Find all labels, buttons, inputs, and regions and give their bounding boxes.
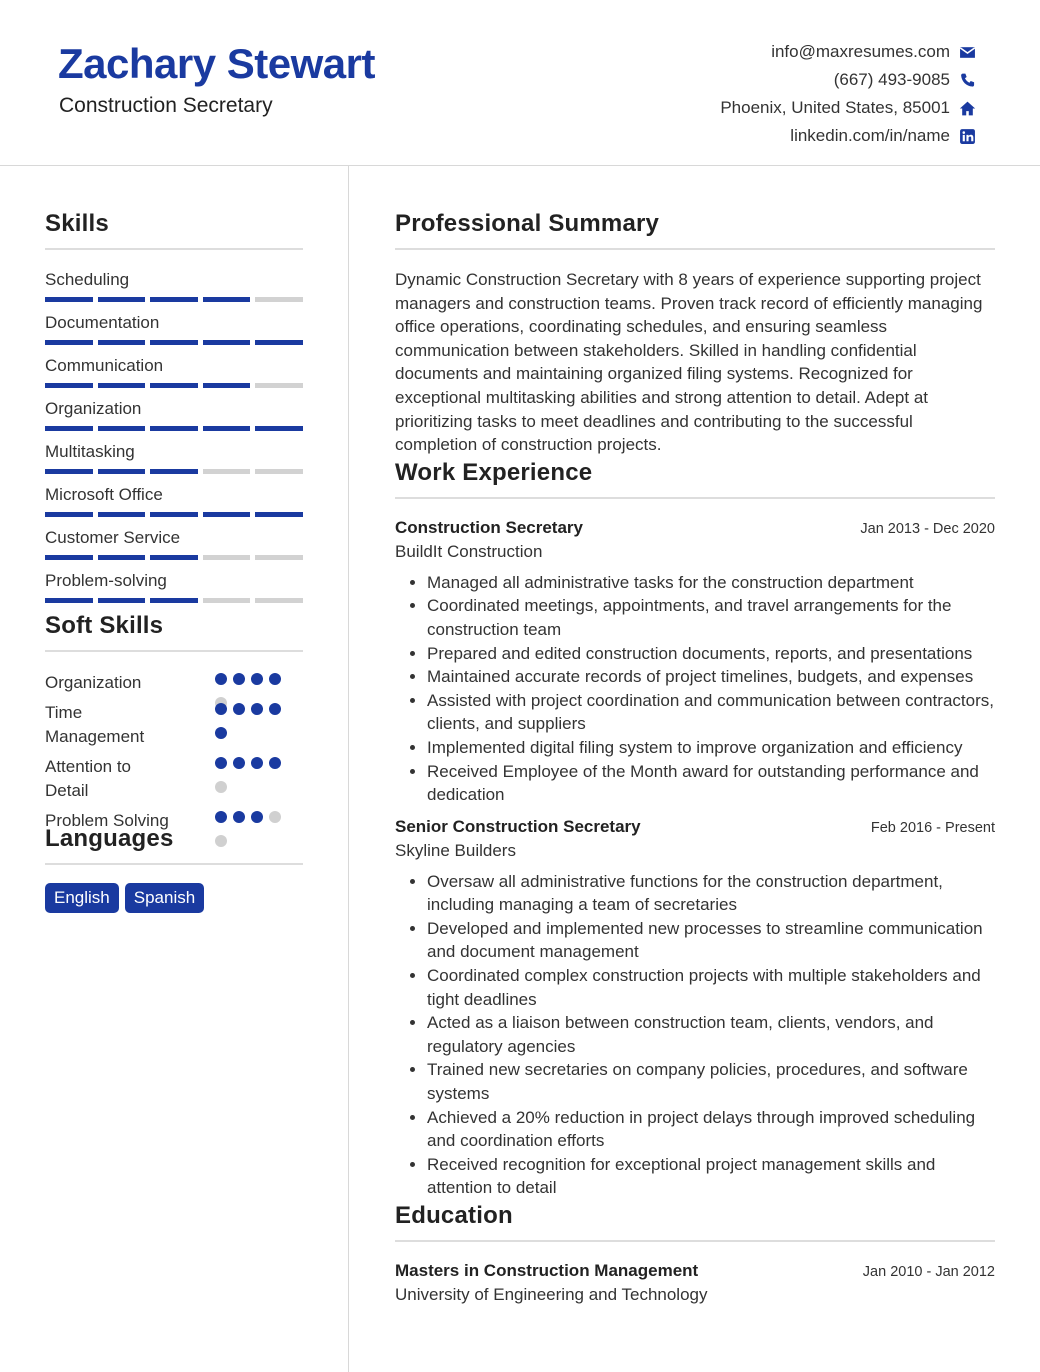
skill-level-bar [45,383,303,388]
education-entry [395,1261,995,1305]
skill-level-bar [45,340,303,345]
skill-level-segment [255,598,303,603]
school-name: University of Engineering and Technology [395,1285,708,1304]
rating-dot [269,673,281,685]
rating-dot [233,811,245,823]
soft-skill-name: Organization [45,673,142,692]
skill-level-segment [45,340,93,345]
job-bullet: • Achieved a 20% reduction in project delays through improved scheduling and coordination efforts [427,1106,995,1153]
skill-level-segment [203,469,251,474]
skill-level-segment [255,512,303,517]
soft-skills-heading: Soft Skills [45,612,303,652]
language-tag: English [45,883,119,913]
soft-skill-rating [215,811,287,859]
contact-location [720,94,976,122]
skill-level-segment [98,383,146,388]
summary-heading: Professional Summary [395,210,995,250]
skill-level-segment [45,469,93,474]
skill-name: Organization [45,399,142,418]
skill-level-segment [203,426,251,431]
degree-title: Masters in Construction Management [395,1261,699,1280]
skill-level-bar [45,598,303,603]
job-bullets [395,870,995,1200]
skill-level-segment [45,555,93,560]
skill-level-bar [45,297,303,302]
contact-linkedin[interactable] [720,122,976,150]
rating-dot [215,835,227,847]
skill-level-segment [150,426,198,431]
skill-level-segment [98,297,146,302]
education-dates: Jan 2010 - Jan 2012 [862,1264,995,1280]
home-icon [958,99,976,117]
soft-skill-name: Time Management [45,703,145,746]
skill-name: Communication [45,356,164,375]
job-bullet: • Received Employee of the Month award for outstanding performance and dedication [427,760,995,807]
rating-dot [269,757,281,769]
job-company: Skyline Builders [395,840,516,860]
rating-dot [269,811,281,823]
skill-level-segment [150,297,198,302]
skill-level-segment [98,512,146,517]
column-divider [348,166,349,1372]
job-bullet: • Maintained accurate records of project timelines, budgets, and expenses [427,665,995,689]
rating-dot [251,673,263,685]
job-bullet: • Acted as a liaison between construction team, clients, vendors, and regulatory agencies [427,1011,995,1058]
job-bullets [395,571,995,807]
skill-level-segment [255,383,303,388]
contact-email-text[interactable]: info@maxresumes.com [771,42,950,61]
right-column [395,210,995,1305]
skill-level-segment [255,340,303,345]
rating-dot [233,703,245,715]
skill-level-segment [203,383,251,388]
rating-dot [215,727,227,739]
job-bullet: • Developed and implemented new processes to streamline communication and document management [427,917,995,964]
skill-level-segment [203,555,251,560]
contact-phone[interactable] [720,66,976,94]
job-dates: Feb 2016 - Present [870,819,995,836]
job-title: Senior Construction Secretary [395,816,641,836]
contact-email[interactable] [720,38,976,66]
skill-name: Microsoft Office [45,485,163,504]
skill-item [45,569,303,603]
job-bullet: • Oversaw all administrative functions for the construction department, including managing a team of secretaries [427,870,995,917]
job-entry [395,817,995,1200]
skill-item [45,311,303,345]
skill-item [45,268,303,302]
skill-level-bar [45,512,303,517]
job-bullet: • Coordinated complex construction projects with multiple stakeholders and tight deadlines [427,964,995,1011]
skill-name: Problem-solving [45,571,167,590]
skill-level-segment [255,297,303,302]
rating-dot [215,703,227,715]
soft-skill-item [45,701,303,749]
job-bullet: • Received recognition for exceptional project management skills and attention to detail [427,1153,995,1200]
resume-header [0,0,1040,166]
skill-level-segment [203,297,251,302]
job-bullet: • Implemented digital filing system to improve organization and efficiency [427,736,995,760]
candidate-title: Construction Secretary [59,94,273,117]
phone-icon [958,71,976,89]
job-bullet: • Prepared and edited construction documents, reports, and presentations [427,642,995,666]
experience-heading: Work Experience [395,459,995,499]
skill-level-segment [45,512,93,517]
soft-skill-item [45,809,303,833]
skill-item [45,397,303,431]
skill-item [45,526,303,560]
skill-level-segment [203,340,251,345]
skill-level-segment [255,426,303,431]
job-title: Construction Secretary [395,517,583,537]
skill-level-segment [45,383,93,388]
candidate-name: Zachary Stewart [58,40,375,87]
skill-item [45,354,303,388]
education-heading: Education [395,1202,995,1242]
skill-level-segment [150,512,198,517]
soft-skill-item [45,671,303,695]
soft-skill-name: Problem Solving [45,811,169,830]
job-bullet: • Assisted with project coordination and communication between contractors, clients, and suppliers [427,689,995,736]
skill-level-segment [150,469,198,474]
soft-skill-name: Attention to Detail [45,757,132,800]
skill-level-segment [45,297,93,302]
skill-item [45,440,303,474]
skill-item [45,483,303,517]
rating-dot [215,673,227,685]
skills-heading: Skills [45,210,303,250]
job-company: BuildIt Construction [395,541,543,561]
skills-list [45,268,303,603]
contact-location-text: Phoenix, United States, 85001 [720,98,950,117]
rating-dot [215,811,227,823]
soft-skills-list [45,671,303,833]
skill-level-bar [45,426,303,431]
job-bullet: • Coordinated meetings, appointments, and travel arrangements for the construction team [427,594,995,641]
soft-skill-rating [215,703,287,751]
contact-linkedin-text[interactable]: linkedin.com/in/name [790,126,950,145]
contact-phone-text[interactable]: (667) 493-9085 [833,70,950,89]
skill-name: Customer Service [45,528,181,547]
skill-level-segment [45,598,93,603]
language-tag: Spanish [125,883,204,913]
skill-level-segment [203,598,251,603]
rating-dot [251,703,263,715]
skill-level-bar [45,469,303,474]
skill-name: Documentation [45,313,160,332]
linkedin-icon [958,127,976,145]
skill-level-bar [45,555,303,560]
job-entry [395,518,995,807]
skill-level-segment [98,340,146,345]
skill-level-segment [98,469,146,474]
rating-dot [251,811,263,823]
job-bullet: • Trained new secretaries on company policies, procedures, and software systems [427,1058,995,1105]
soft-skill-rating [215,757,287,805]
envelope-icon [958,43,976,61]
skill-level-segment [150,555,198,560]
skill-level-segment [150,340,198,345]
job-dates: Jan 2013 - Dec 2020 [860,520,995,537]
skill-level-segment [98,555,146,560]
job-bullet: • Managed all administrative tasks for the construction department [427,571,995,595]
skill-level-segment [150,598,198,603]
rating-dot [215,757,227,769]
skill-level-segment [98,426,146,431]
skill-level-segment [255,469,303,474]
left-column [45,210,303,913]
skill-level-segment [98,598,146,603]
skill-level-segment [150,383,198,388]
rating-dot [233,757,245,769]
skill-level-segment [45,426,93,431]
skill-name: Scheduling [45,270,130,289]
languages-heading: Languages [45,825,303,865]
skill-name: Multitasking [45,442,135,461]
rating-dot [269,703,281,715]
soft-skill-item [45,755,303,803]
rating-dot [251,757,263,769]
language-tags [45,883,303,913]
rating-dot [215,781,227,793]
summary-text: Dynamic Construction Secretary with 8 years of experience supporting project managers and construction teams. Proven track record of efficiently managing office operations, coordinating schedules, and ensuring seamless communication between stakeholders. Skilled in handling confidential documents and maintaining organized filing systems. Recognized for exceptional multitasking abilities and strong attention to detail. Adept at prioritizing tasks to meet deadlines and contributing to the successful completion of construction projects. [395,270,983,455]
skill-level-segment [255,555,303,560]
skill-level-segment [203,512,251,517]
contact-list [720,38,976,150]
rating-dot [233,673,245,685]
